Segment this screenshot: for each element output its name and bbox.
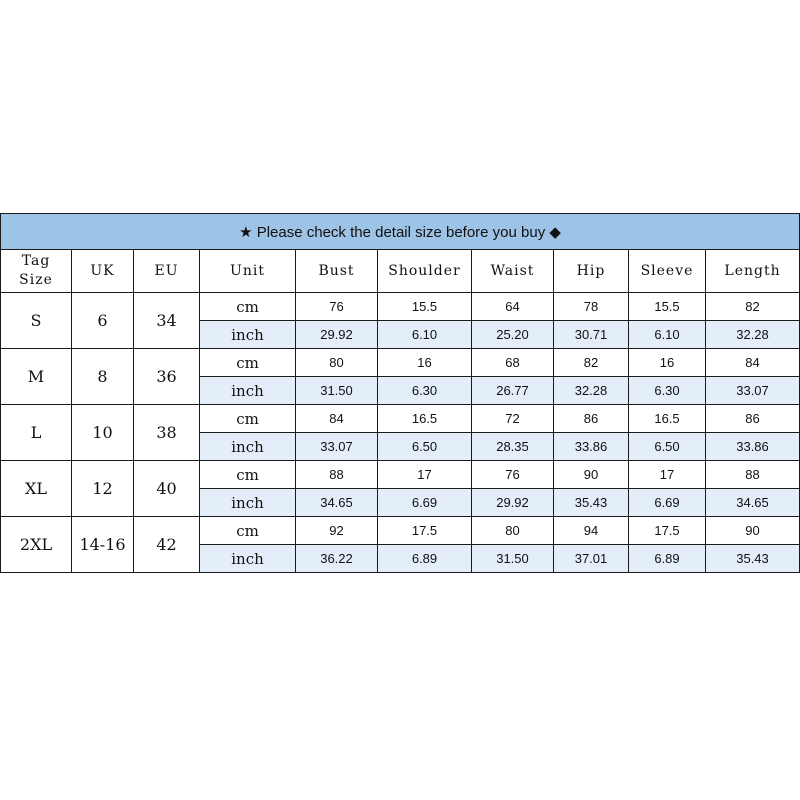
- waist-value-cell: 25.20: [472, 321, 554, 349]
- header-tag-line2: Size: [19, 272, 53, 288]
- waist-value-cell: 80: [472, 517, 554, 545]
- size-eu-cell: 38: [134, 405, 200, 461]
- size-uk-cell: 14-16: [72, 517, 134, 573]
- banner-row: [1, 214, 800, 250]
- table-row: [1, 517, 800, 545]
- shoulder-value-cell: 6.30: [378, 377, 472, 405]
- hip-value-cell: 37.01: [554, 545, 629, 573]
- shoulder-value-cell: 6.50: [378, 433, 472, 461]
- length-value-cell: 33.86: [706, 433, 800, 461]
- table-row: [1, 293, 800, 321]
- unit-cell: cm: [200, 293, 296, 321]
- header-eu: EU: [134, 250, 200, 293]
- bust-value-cell: 29.92: [296, 321, 378, 349]
- hip-value-cell: 32.28: [554, 377, 629, 405]
- length-value-cell: 86: [706, 405, 800, 433]
- sleeve-value-cell: 6.89: [629, 545, 706, 573]
- unit-cell: inch: [200, 321, 296, 349]
- header-length: Length: [706, 250, 800, 293]
- shoulder-value-cell: 16.5: [378, 405, 472, 433]
- size-tag-cell: 2XL: [1, 517, 72, 573]
- table-row: [1, 349, 800, 377]
- shoulder-value-cell: 17: [378, 461, 472, 489]
- hip-value-cell: 30.71: [554, 321, 629, 349]
- size-uk-cell: 8: [72, 349, 134, 405]
- bust-value-cell: 88: [296, 461, 378, 489]
- bust-value-cell: 76: [296, 293, 378, 321]
- waist-value-cell: 72: [472, 405, 554, 433]
- length-value-cell: 82: [706, 293, 800, 321]
- header-uk: UK: [72, 250, 134, 293]
- header-bust: Bust: [296, 250, 378, 293]
- table-row: [1, 461, 800, 489]
- header-unit: Unit: [200, 250, 296, 293]
- bust-value-cell: 34.65: [296, 489, 378, 517]
- size-tag-cell: M: [1, 349, 72, 405]
- size-uk-cell: 10: [72, 405, 134, 461]
- length-value-cell: 84: [706, 349, 800, 377]
- waist-value-cell: 26.77: [472, 377, 554, 405]
- length-value-cell: 33.07: [706, 377, 800, 405]
- size-chart-table: [0, 213, 800, 573]
- header-tag-size: [1, 250, 72, 293]
- sleeve-value-cell: 16.5: [629, 405, 706, 433]
- length-value-cell: 88: [706, 461, 800, 489]
- hip-value-cell: 33.86: [554, 433, 629, 461]
- header-waist: Waist: [472, 250, 554, 293]
- sleeve-value-cell: 17.5: [629, 517, 706, 545]
- length-value-cell: 90: [706, 517, 800, 545]
- bust-value-cell: 36.22: [296, 545, 378, 573]
- size-notice-banner: ★ Please check the detail size before you buy ◆: [1, 214, 800, 250]
- unit-cell: inch: [200, 489, 296, 517]
- sleeve-value-cell: 16: [629, 349, 706, 377]
- size-uk-cell: 6: [72, 293, 134, 349]
- header-shoulder: Shoulder: [378, 250, 472, 293]
- waist-value-cell: 28.35: [472, 433, 554, 461]
- size-eu-cell: 42: [134, 517, 200, 573]
- size-tag-cell: XL: [1, 461, 72, 517]
- waist-value-cell: 64: [472, 293, 554, 321]
- shoulder-value-cell: 6.89: [378, 545, 472, 573]
- size-tag-cell: L: [1, 405, 72, 461]
- header-hip: Hip: [554, 250, 629, 293]
- sleeve-value-cell: 15.5: [629, 293, 706, 321]
- unit-cell: cm: [200, 349, 296, 377]
- hip-value-cell: 78: [554, 293, 629, 321]
- table-row: [1, 405, 800, 433]
- header-row: [1, 250, 800, 293]
- bust-value-cell: 33.07: [296, 433, 378, 461]
- unit-cell: inch: [200, 545, 296, 573]
- bust-value-cell: 80: [296, 349, 378, 377]
- hip-value-cell: 86: [554, 405, 629, 433]
- waist-value-cell: 31.50: [472, 545, 554, 573]
- sleeve-value-cell: 17: [629, 461, 706, 489]
- size-uk-cell: 12: [72, 461, 134, 517]
- shoulder-value-cell: 6.69: [378, 489, 472, 517]
- bust-value-cell: 31.50: [296, 377, 378, 405]
- waist-value-cell: 68: [472, 349, 554, 377]
- unit-cell: cm: [200, 405, 296, 433]
- unit-cell: cm: [200, 517, 296, 545]
- unit-cell: inch: [200, 377, 296, 405]
- unit-cell: cm: [200, 461, 296, 489]
- size-eu-cell: 36: [134, 349, 200, 405]
- hip-value-cell: 94: [554, 517, 629, 545]
- length-value-cell: 34.65: [706, 489, 800, 517]
- shoulder-value-cell: 15.5: [378, 293, 472, 321]
- bust-value-cell: 92: [296, 517, 378, 545]
- hip-value-cell: 90: [554, 461, 629, 489]
- waist-value-cell: 29.92: [472, 489, 554, 517]
- sleeve-value-cell: 6.30: [629, 377, 706, 405]
- shoulder-value-cell: 17.5: [378, 517, 472, 545]
- waist-value-cell: 76: [472, 461, 554, 489]
- unit-cell: inch: [200, 433, 296, 461]
- length-value-cell: 32.28: [706, 321, 800, 349]
- bust-value-cell: 84: [296, 405, 378, 433]
- sleeve-value-cell: 6.69: [629, 489, 706, 517]
- header-sleeve: Sleeve: [629, 250, 706, 293]
- sleeve-value-cell: 6.50: [629, 433, 706, 461]
- hip-value-cell: 82: [554, 349, 629, 377]
- size-eu-cell: 40: [134, 461, 200, 517]
- header-tag-line1: Tag: [21, 253, 51, 269]
- hip-value-cell: 35.43: [554, 489, 629, 517]
- size-tag-cell: S: [1, 293, 72, 349]
- sleeve-value-cell: 6.10: [629, 321, 706, 349]
- length-value-cell: 35.43: [706, 545, 800, 573]
- shoulder-value-cell: 16: [378, 349, 472, 377]
- size-eu-cell: 34: [134, 293, 200, 349]
- shoulder-value-cell: 6.10: [378, 321, 472, 349]
